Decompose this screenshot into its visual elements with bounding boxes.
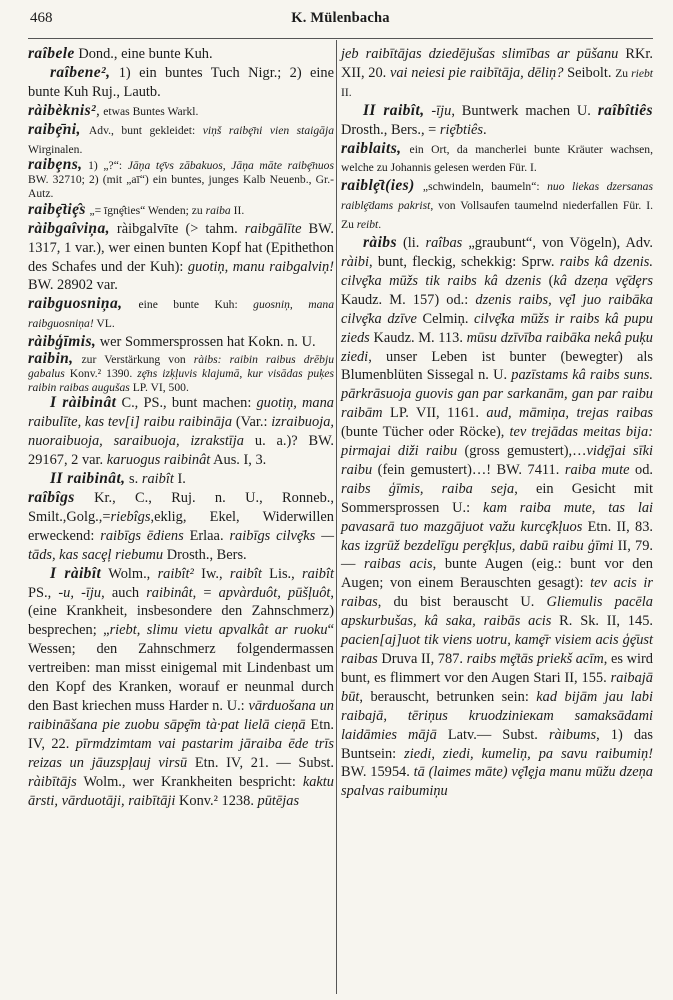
dictionary-entry: raibȩ̄ni, Adv., bunt gekleidet: viņš raibȩ̄ni vien staigāja Wirginalen. (28, 120, 334, 156)
page-number: 468 (30, 10, 53, 26)
right-column (341, 45, 653, 801)
dictionary-entry: jeb raibītājas dziedējušas slimības ar pūšanu RKr. XII, 20. vai neiesi pie raibītāja, dēliņ? Seibolt. Zu riebt II. (341, 46, 654, 99)
dictionary-entry: II raibît, -īju, Buntwerk machen U. raîbîtiês Drosth., Bers., = riȩ̄btiês. (341, 101, 653, 138)
dictionary-entry: raiblaits, ein Ort, da mancherlei bunte Kräuter wachsen, welche zu Johannis gelesen werden Für. I. (341, 139, 653, 175)
left-column (28, 45, 334, 810)
page-header (30, 10, 651, 32)
column-divider (336, 40, 337, 994)
dictionary-entry: ràibģīmis, wer Sommersprossen hat Kokn. n. U. (28, 333, 316, 351)
dictionary-entry: raibin, zur Verstärkung von ràibs: raibin raibus drēbju gabalus Konv.² 1390. zȩ̄ns izķļuvis klajumā, kur visādas puķes raibin raibas augušas LP. VI, 500. (28, 350, 334, 394)
dictionary-entry: raîbîgs Kr., C., Ruj. n. U., Ronneb., Smilt.,Golg.,=riebîgs,eklig, Ekel, Widerwillen erweckend: raibīgs ēdiens Erlaa. raibīgs cilvȩ̄ks — tāds, kas sacȩļ riebumu Drosth., Bers. (28, 489, 334, 563)
dictionary-entry: ràibèknis², etwas Buntes Warkl. (28, 101, 199, 119)
dictionary-entry: I ràibît Wolm., raibît² Iw., raibît Lis., raibît PS., -u, -īju, auch raibinât, = apvàrduôt, pūšļuôt, (eine Krankheit, insbesondere den Zahnschmerz) besprechen; „riebt, slimu vietu apvalkât ar ruoku“ Wessen; den Zahnschmerz folgendermassen vertreiben: man misst einigemal mit Lindenbast um den Kopf des Kranken, worauf er neunmal durch den Bast kriechen muss Harder n. U.: vārduošana un raibināšana pie zuobu sāpȩ̄m tà·pat lielā cieņā Etn. IV, 22. pīrmdzimtam vai pastarim jāraiba ēde trīs reizas un jāuzspļauj virsū Etn. IV, 21. — Subst. ràibītājs Wolm., wer Krankheiten bespricht: kaktu ārsti, vārduotāji, raibītāji Konv.² 1238. pūtējas (28, 564, 335, 809)
running-title: K. Mülenbacha (291, 10, 390, 26)
dictionary-entry: raibȩ̄tiȩ̂s „= īgnȩ̂ties“ Wenden; zu raiba II. (28, 200, 245, 218)
header-rule (28, 38, 653, 39)
dictionary-entry: raiblȩ̄t(ies) „schwindeln, baumeln“: nuo liekas dzersanas raiblȩ̄dams pakrist, von Vollsaufen taumelnd niederfallen Für. I. Zu reibt. (341, 177, 653, 232)
dictionary-entry: II raibinât, s. raibît I. (50, 470, 186, 488)
dictionary-entry: raibguosniņa, eine bunte Kuh: guosniņ, mana raibguosniņa! VL. (28, 295, 334, 331)
dictionary-entry: raibȩns, 1) „?“: Jāņa tȩ̄vs zābakuos, Jāņa māte raibȩ̄nuos BW. 32710; 2) (mit „aī“) ein buntes, junges Kalb Neuenb., Gr.-Autz. (28, 156, 334, 201)
dictionary-entry: ràibs (li. raîbas „graubunt“, von Vögeln), Adv. ràibi, bunt, fleckig, schekkig: Sprw. raibs kâ dzenis. cilvȩ̄ka mūžs tik raibs kâ dzenis (kâ dzeņa vȩ̄dȩrs Kaudz. M. 157) od.: dzenis raibs, vȩ̄l juo raibāka cilvȩ̄ka dzīve Celmiņ. cilvȩ̄ka mūžs ir raibs kâ pupu zieds Kaudz. M. 113. mūsu dzīvība raibāka nekâ puķu ziedi, unser Leben ist bunter (bewegter) als Blumenblüten Sissegal n. U. pazīstams kâ raibs suns. pārkrāsuoja guovis gan par sarkanām, gan par raibu raibām LP. VII, 1161. aud, māmiņa, trejas raibas (bunte Tücher oder Röcke), tev trejādas meitas bija: pirmajai diži raibu (gross gemustert),…vidȩ̄jai sīki raibu (fein gemustert)…! BW. 7411. raiba mute od. raibs ģīmis, raiba seja, ein Gesicht mit Sommersprossen U.: kam raiba mute, tas lai pavasarā tuo mazgājuot važu kurcȩ̄kļuos Etn. II, 83. kas izgrūž bezdelīgu perȩ̄kļus, dabū raibu ģīmi II, 79. — raibas acis, bunte Augen (eig.: bunt vor den Augen; von einem Berauschten gesagt): tev acis ir raibas, du bist berauscht U. Gliemulis pacēla apskurbušas, kâ saka, raibās acis R. Sk. II, 145. pacien[aj]uot tik viens uotru, kamȩ̄r visiem acis ģȩ̄ust raibas Druva II, 787. raibs mȩ̄tās priekš acīm, es wird bunt, es flimmert vor den Augen Stari II, 155. raibajā būt, berauscht, betrunken sein: kad bijām jau labi raibajā, tēriņus kruodzinieкam samaksādami laidāmies mājā Latv.— Subst. ràibums, 1) das Buntsein: ziedi, ziedi, kumeliņ, pa savu raibumiņ! BW. 15954. tā (laimes māte) vȩ̄lȩja manu mūžu dzeņa spalvas raibumiņu (341, 234, 654, 800)
dictionary-entry: I ràibinât C., PS., bunt machen: guotiņ, mana raibulīte, kas tev[i] raibu raibināja (Var.: izraibuoja, nuoraibuoja, saraibuoja, izrakstīja u. a.)? BW. 29167, 2 var. karuogus raibinât Aus. I, 3. (28, 394, 335, 469)
dictionary-entry: ràibgaîviņa, ràibgalvīte (> tahm. raibgālīte BW. 1317, 1 var.), wer einen bunten Kopf hat (Epithethon des Schafes und der Kuh): guotiņ, manu raibgalviņ! BW. 28902 var. (28, 219, 334, 294)
dictionary-entry: raîbele Dond., eine bunte Kuh. (28, 45, 213, 62)
dictionary-entry: raîbene², 1) ein buntes Tuch Nigr.; 2) eine bunte Kuh Ruj., Lautb. (28, 63, 334, 100)
